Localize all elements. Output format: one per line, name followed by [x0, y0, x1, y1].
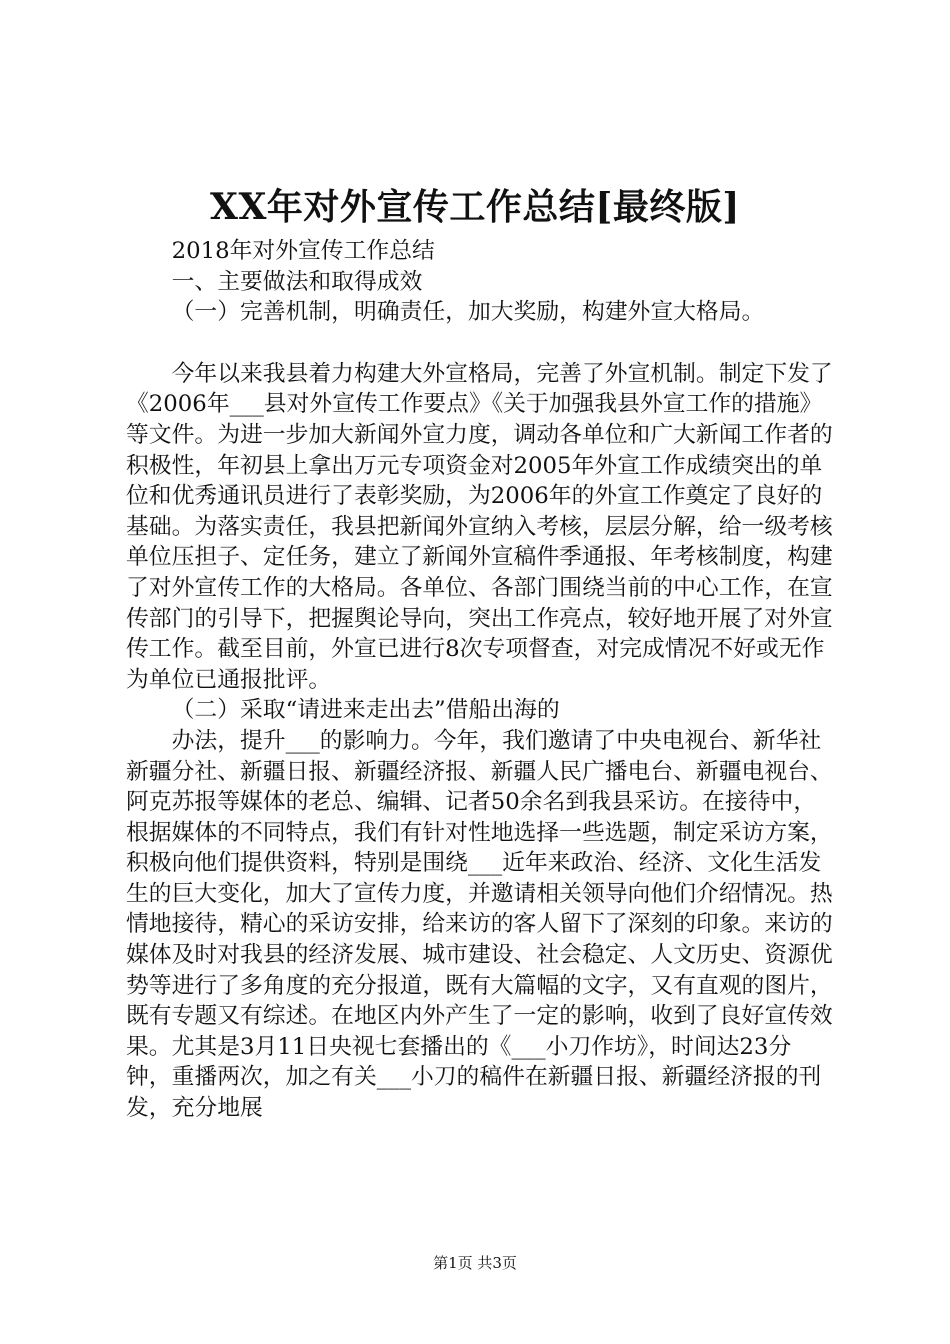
page-footer: 第1页 共3页 [433, 1254, 517, 1272]
item2-heading: （二）采取“请进来走出去”借船出海的 [171, 697, 560, 724]
paragraph-gap [126, 328, 836, 359]
document-body [126, 236, 836, 1124]
document-title: XX年对外宣传工作总结[最终版] [210, 186, 740, 228]
subtitle: 2018年对外宣传工作总结 [171, 238, 435, 264]
paragraph-2: 办法，提升___的影响力。今年，我们邀请了中央电视台、新华社新疆分社、新疆日报、新疆经济报、新疆人民广播电台、新疆电视台、阿克苏报等媒体的老总、编辑、记者50余名到我县采访。在接待中，根据媒体的不同特点，我们有针对性地选择一些选题，制定采访方案，积极向他们提供资料，特别是围绕___近年来政治、经济、文化生活发生的巨大变化，加大了宣传力度，并邀请相关领导向他们介绍情况。热情地接待，精心的采访安排，给来访的客人留下了深刻的印象。来访的媒体及时对我县的经济发展、城市建设、社会稳定、人文历史、资源优势等进行了多角度的充分报道，既有大篇幅的文字，又有直观的图片，既有专题又有综述。在地区内外产生了一定的影响，收到了良好宣传效果。尤其是3月11日央视七套播出的《___小刀作坊》，时间达23分钟，重播两次，加之有关___小刀的稿件在新疆日报、新疆经济报的刊发，充分地展 [126, 727, 833, 1122]
section-heading: 一、主要做法和取得成效 [171, 268, 423, 295]
paragraph-1: 今年以来我县着力构建大外宣格局，完善了外宣机制。制定下发了《2006年___县对外宣传工作要点》《关于加强我县外宣工作的措施》等文件。为进一步加大新闻外宣力度，调动各单位和广大新闻工作者的积极性，年初县上拿出万元专项资金对2005年外宣工作成绩突出的单位和优秀通讯员进行了表彰奖励，为2006年的外宣工作奠定了良好的基础。为落实责任，我县把新闻外宣纳入考核，层层分解，给一级考核单位压担子、定任务，建立了新闻外宣稿件季通报、年考核制度，构建了对外宣传工作的大格局。各单位、各部门围绕当前的中心工作，在宣传部门的引导下，把握舆论导向，突出工作亮点，较好地开展了对外宣传工作。截至目前，外宣已进行8次专项督查，对完成情况不好或无作为单位已通报批评。 [126, 360, 833, 693]
item1-heading: （一）完善机制，明确责任，加大奖励，构建外宣大格局。 [171, 299, 765, 326]
